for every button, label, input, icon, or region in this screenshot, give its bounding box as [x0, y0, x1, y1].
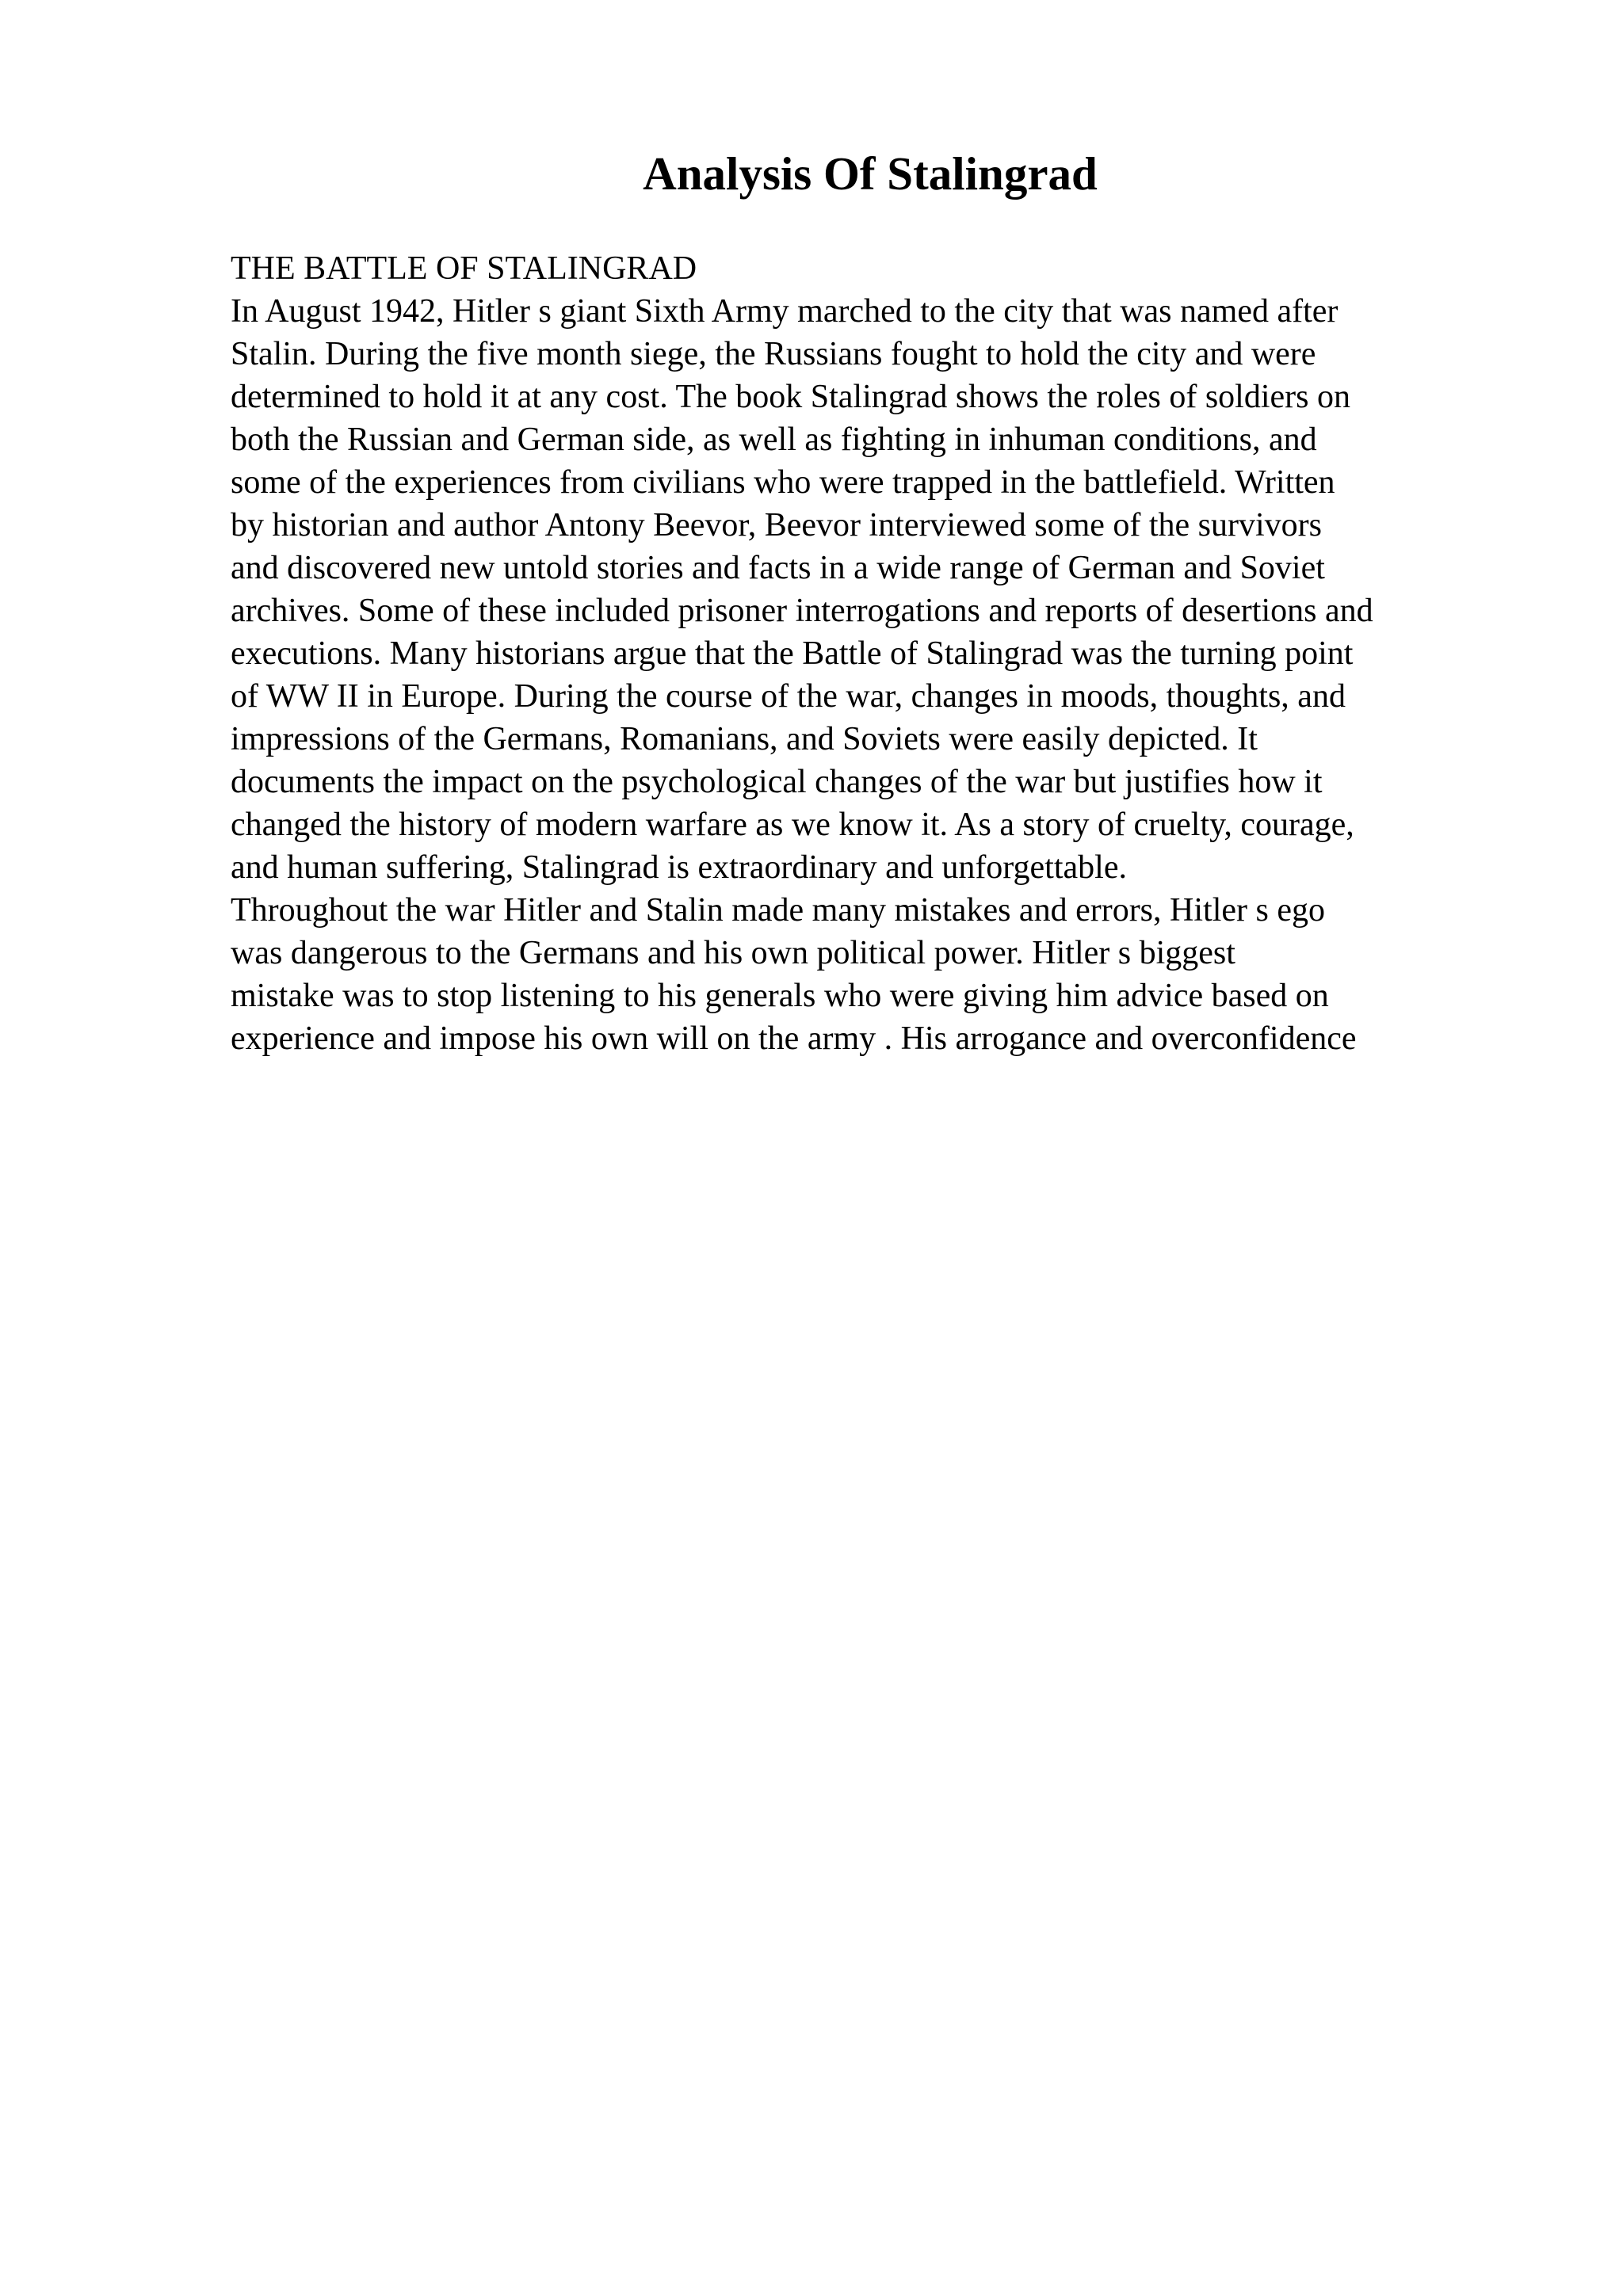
- body-line: both the Russian and German side, as well as fighting in inhuman conditions, and: [231, 421, 1317, 458]
- body-line: determined to hold it at any cost. The book Stalingrad shows the roles of soldiers on: [231, 379, 1350, 415]
- body-line: changed the history of modern warfare as we know it. As a story of cruelty, courage,: [231, 807, 1354, 843]
- body-line: impressions of the Germans, Romanians, and Soviets were easily depicted. It: [231, 721, 1258, 757]
- body-line: and discovered new untold stories and facts in a wide range of German and Soviet: [231, 550, 1325, 586]
- body-line: mistake was to stop listening to his generals who were giving him advice based on: [231, 978, 1329, 1014]
- section-heading: THE BATTLE OF STALINGRAD: [231, 250, 697, 287]
- body-line: Stalin. During the five month siege, the Russians fought to hold the city and were: [231, 336, 1316, 372]
- body-line: archives. Some of these included prisoner interrogations and reports of desertions and: [231, 593, 1373, 629]
- body-line: by historian and author Antony Beevor, Beevor interviewed some of the survivors: [231, 507, 1323, 543]
- body-line: Throughout the war Hitler and Stalin made many mistakes and errors, Hitler s ego: [231, 892, 1325, 929]
- body-line: and human suffering, Stalingrad is extraordinary and unforgettable.: [231, 849, 1127, 886]
- body-line: In August 1942, Hitler s giant Sixth Army marched to the city that was named after: [231, 293, 1338, 330]
- document-title: Analysis Of Stalingrad: [643, 147, 1098, 200]
- body-line: documents the impact on the psychological changes of the war but justifies how it: [231, 764, 1323, 800]
- body-line: of WW II in Europe. During the course of the war, changes in moods, thoughts, and: [231, 678, 1346, 715]
- body-line: executions. Many historians argue that the Battle of Stalingrad was the turning point: [231, 635, 1354, 672]
- body-line: was dangerous to the Germans and his own political power. Hitler s biggest: [231, 935, 1235, 971]
- document-body: [231, 247, 1499, 1060]
- body-line: experience and impose his own will on the army . His arrogance and overconfidence: [231, 1020, 1357, 1057]
- body-line: some of the experiences from civilians who were trapped in the battlefield. Written: [231, 464, 1335, 501]
